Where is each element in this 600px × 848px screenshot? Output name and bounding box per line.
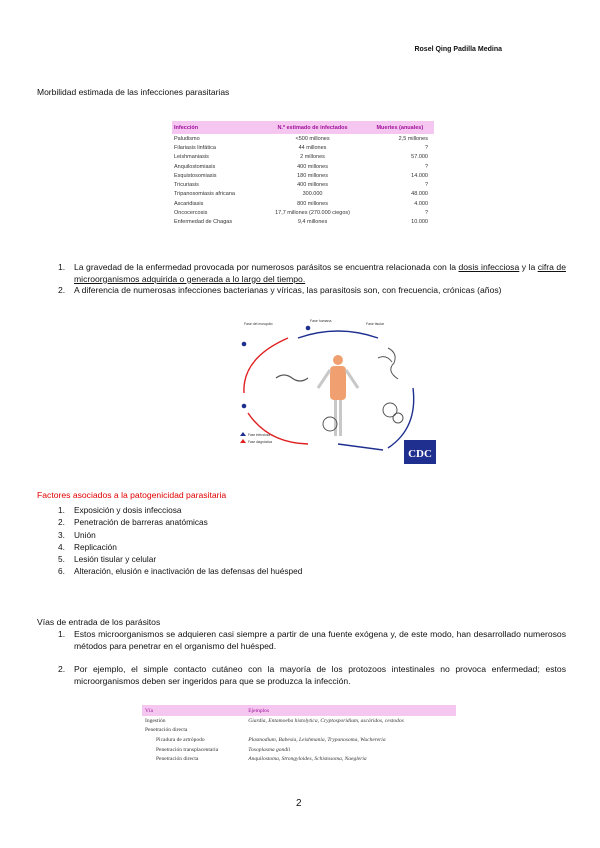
item-number: 2. <box>58 664 66 674</box>
routes-list <box>58 629 566 687</box>
table-cell: 800 millones <box>297 200 328 207</box>
table-cell: Tripanosomiasis africana <box>174 191 235 198</box>
legend-diagnostic: Fase diagnóstica <box>248 440 273 444</box>
list-item <box>58 504 458 516</box>
routes-title: Vías de entrada de los parásitos <box>37 617 161 627</box>
route-cell: Picadura de artrópodo <box>156 736 205 743</box>
example-cell <box>245 754 456 764</box>
cycle-arrow <box>298 331 378 338</box>
fig-label-left: Fase del mosquito <box>244 322 273 326</box>
parasite-lifecycle-diagram <box>238 318 438 468</box>
item-number: 1. <box>58 629 66 639</box>
table-cell: 4.000 <box>414 200 428 207</box>
table-cell: 44 millones <box>298 144 327 151</box>
table-cell: 180 millones <box>297 172 328 179</box>
table-row <box>172 143 434 152</box>
item-text: Estos microorganismos se adquieren casi siempre a partir de una fuente exógena y, de este modo, han desarrollado numerosos métodos para penetrar en el organismo del huésped. <box>74 629 566 651</box>
larva-sketch <box>393 413 403 423</box>
list-item <box>58 262 566 285</box>
column-header: N.º estimado de infectados <box>259 121 365 134</box>
table-cell: Esquistosomiasis <box>174 172 217 179</box>
example-text: Giardia, Entamoeba histolytica, Cryptosporidium, ascáridos, cestodos <box>248 717 404 724</box>
item-number: 3. <box>58 529 65 540</box>
table-row <box>142 745 456 755</box>
fig-label-top: Fase humana <box>310 319 332 323</box>
item-number: 2. <box>58 517 65 528</box>
human-leg <box>339 400 342 436</box>
entry-routes-table <box>142 705 456 764</box>
item-text: y la <box>519 262 538 272</box>
table-cell: Oncocercosis <box>174 210 208 217</box>
list-item <box>58 629 566 652</box>
list-item <box>58 664 566 687</box>
table-row <box>172 208 434 217</box>
item-number: 4. <box>58 541 65 552</box>
table-row <box>172 134 434 143</box>
list-item <box>58 565 458 577</box>
step-marker <box>242 404 247 409</box>
example-cell <box>245 716 456 726</box>
item-number: 5. <box>58 554 65 565</box>
table-cell: 300.000 <box>302 191 323 198</box>
table-cell: ? <box>424 144 428 151</box>
example-cell <box>245 726 456 736</box>
legend-triangle <box>240 439 246 443</box>
page-number: 2 <box>296 798 302 809</box>
table-cell: <500 millones <box>295 135 330 142</box>
item-text: La gravedad de la enfermedad provocada por numerosos parásitos se encuentra relacionada con la <box>74 262 459 272</box>
table-row <box>172 153 434 162</box>
item-number: 6. <box>58 566 65 577</box>
route-cell: Penetración transplacentaria <box>156 746 219 753</box>
table-cell: 9,4 millones <box>297 219 328 226</box>
item-text: Lesión tisular y celular <box>74 554 157 565</box>
example-cell <box>245 735 456 745</box>
underlined-text: dosis infecciosa <box>458 262 520 272</box>
cycle-arrow <box>338 444 383 450</box>
column-header: Infección <box>172 121 259 134</box>
table-row <box>172 171 434 180</box>
worm-sketch <box>276 375 308 381</box>
item-number: 1. <box>58 505 65 515</box>
table-cell: 2 millones <box>300 154 325 161</box>
table-header-row <box>172 121 434 134</box>
table-cell: 2,5 millones <box>398 135 428 142</box>
list-item <box>58 553 458 565</box>
example-text: Anquilostoma, Strongyloides, Schistosoma, Naegleria <box>248 756 367 763</box>
list-item <box>58 516 458 528</box>
larva-sketch <box>383 403 397 417</box>
table-cell: ? <box>424 182 428 189</box>
cycle-arrow <box>244 338 288 393</box>
table-row <box>172 180 434 189</box>
route-cell: Penetración directa <box>156 756 199 763</box>
table-row <box>142 726 456 736</box>
example-cell <box>245 745 456 755</box>
worm-sketch <box>378 357 392 362</box>
route-cell: Penetración directa <box>145 727 188 734</box>
author-name: Rosel Qing Padilla Medina <box>414 46 502 53</box>
item-number: 2. <box>58 285 66 295</box>
example-text: Plasmodium, Babesia, Leishmania, Trypanosoma, Wuchereria <box>248 736 386 743</box>
table-cell: Ascaridiasis <box>174 200 204 207</box>
item-text: Exposición y dosis infecciosa <box>74 505 182 515</box>
item-text: Alteración, elusión e inactivación de las defensas del huésped <box>74 566 303 577</box>
notes-list <box>58 262 566 297</box>
column-header: Muertes (anuales) <box>366 121 434 134</box>
table-cell: 400 millones <box>297 182 328 189</box>
column-header: Ejemplos <box>245 705 456 716</box>
morbidity-title: Morbilidad estimada de las infecciones parasitarias <box>37 87 230 97</box>
table-cell: Filariasis linfática <box>174 144 216 151</box>
worm-sketch <box>388 348 398 379</box>
list-item <box>58 285 566 297</box>
item-text: A diferencia de numerosas infecciones bacterianas y víricas, las parasitosis son, con frecuencia, crónicas (años) <box>74 285 502 295</box>
list-item <box>58 541 458 553</box>
table-cell: 57.000 <box>411 154 428 161</box>
table-row <box>172 199 434 208</box>
item-text: Replicación <box>74 541 117 552</box>
cdc-logo-text: CDC <box>408 448 432 460</box>
item-text: Unión <box>74 529 96 540</box>
fig-label-right: Fase tisular <box>366 322 385 326</box>
underlined-text: cifra de microorganismos adquirida o generada a lo largo del tiempo. <box>74 262 566 284</box>
table-cell: Tricuriasis <box>174 182 199 189</box>
human-torso <box>330 366 346 400</box>
table-row <box>172 190 434 199</box>
legend-triangle <box>240 432 246 436</box>
table-cell: ? <box>424 210 428 217</box>
legend-infective: Fase infecciosa <box>248 433 271 437</box>
factors-list <box>58 504 458 578</box>
table-header-row <box>142 705 456 716</box>
table-body <box>142 716 456 764</box>
table-row <box>142 735 456 745</box>
list-item <box>58 529 458 541</box>
item-number: 1. <box>58 262 66 272</box>
table-cell: Anquilostomiasis <box>174 163 216 170</box>
column-header: Vía <box>142 705 245 716</box>
step-marker <box>242 342 247 347</box>
table-cell: 10.000 <box>411 219 428 226</box>
table-cell: 17,7 millones (270.000 ciegos) <box>275 210 350 217</box>
human-head <box>333 355 343 365</box>
table-row <box>172 162 434 171</box>
table-cell: ? <box>424 163 428 170</box>
table-body <box>172 134 434 227</box>
step-marker <box>306 326 311 331</box>
table-cell: 48.000 <box>411 191 428 198</box>
table-cell: 14.000 <box>411 172 428 179</box>
table-cell: Leishmaniasis <box>174 154 209 161</box>
table-cell: Enfermedad de Chagas <box>174 219 233 226</box>
example-text: Toxoplasma gondii <box>248 746 291 753</box>
table-cell: Paludismo <box>174 135 200 142</box>
table-cell: 400 millones <box>297 163 328 170</box>
cycle-arrow <box>388 388 414 448</box>
table-row <box>142 754 456 764</box>
item-text: Por ejemplo, el simple contacto cutáneo con la mayoría de los protozoos intestinales no provoca enfermedad; estos microorganismos deben ser ingeridos para que se produzca la infección. <box>74 664 566 686</box>
factors-title: Factores asociados a la patogenicidad parasitaria <box>37 490 227 500</box>
route-cell: Ingestión <box>145 717 166 724</box>
table-row <box>142 716 456 726</box>
morbidity-table <box>172 121 434 227</box>
table-row <box>172 218 434 227</box>
item-text: Penetración de barreras anatómicas <box>74 517 208 528</box>
